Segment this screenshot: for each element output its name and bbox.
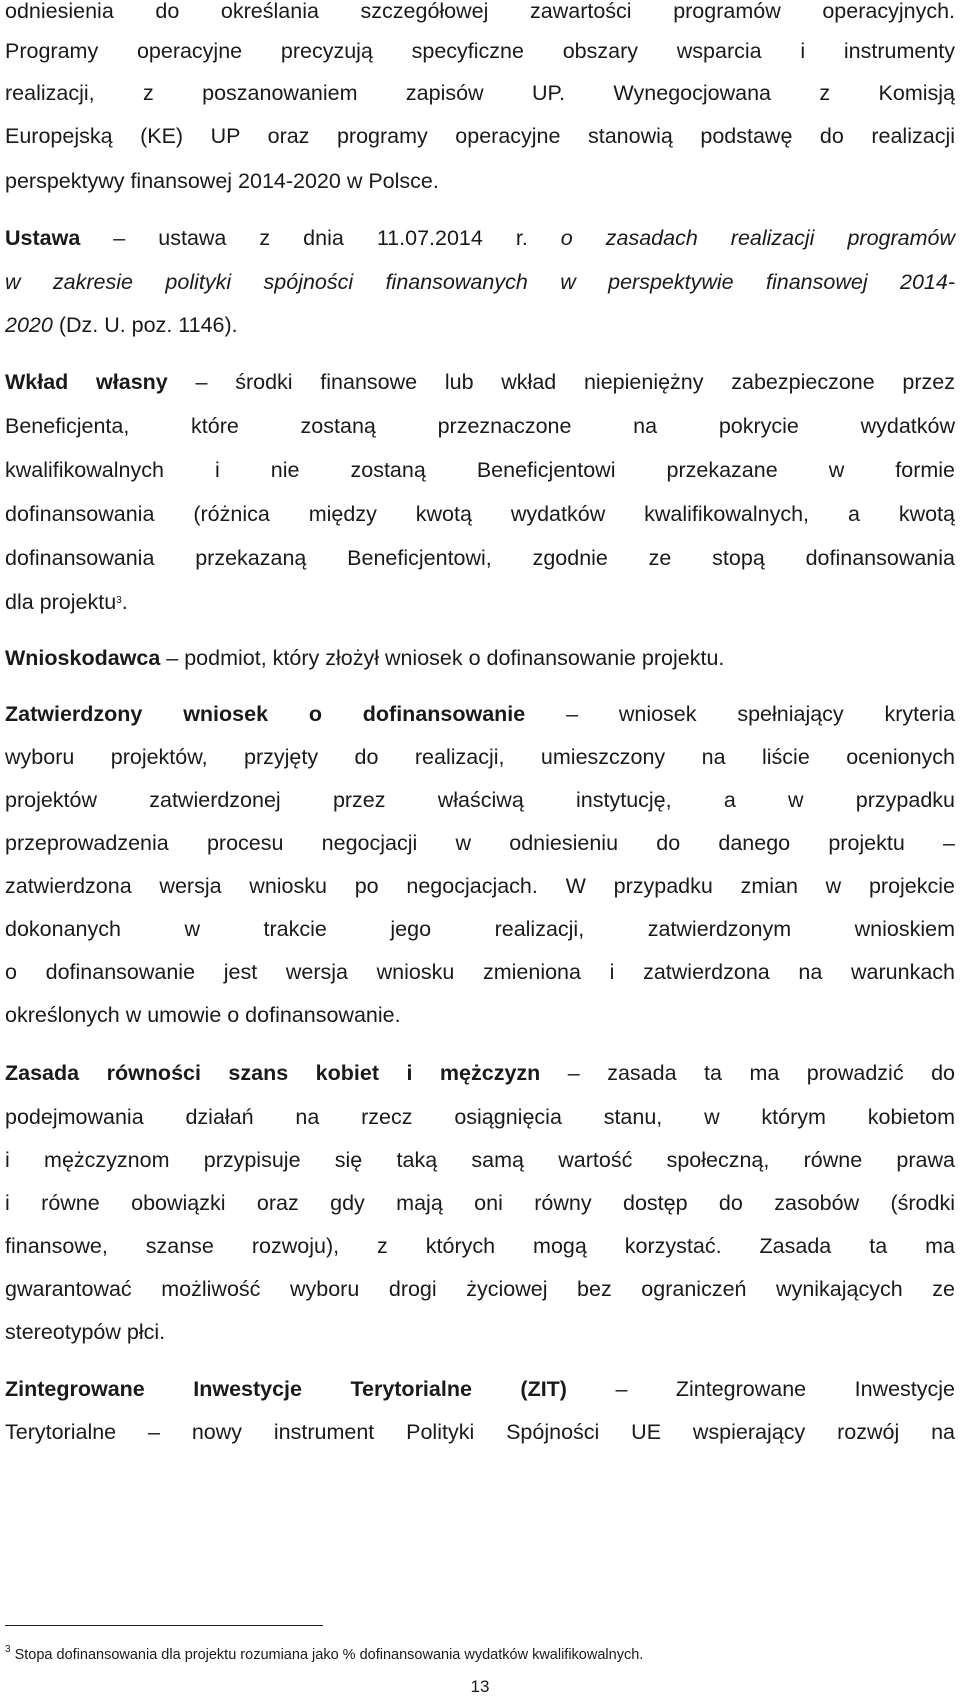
footnote-text: Stopa dofinansowania dla projektu rozumiana jako % dofinansowania wydatków kwalifikowalnych. <box>10 1647 644 1663</box>
body-line <box>5 267 955 297</box>
body-line: i mężczyznom przypisuje się taką samą wartość społeczną, równe prawa <box>5 1148 955 1172</box>
body-line: kwalifikowalnych i nie zostaną Beneficjentowi przekazane w formie <box>5 458 955 482</box>
body-line <box>5 587 128 617</box>
body-line: Programy operacyjne precyzują specyficzne obszary wsparcia i instrumenty <box>5 39 955 63</box>
definition-text: – Zintegrowane Inwestycje <box>566 1377 955 1401</box>
body-line: projektów zatwierdzonej przez właściwą instytucję, a w przypadku <box>5 788 955 812</box>
term-zasada-rownosci-szans: Zasada równości szans kobiet i mężczyzn <box>5 1061 541 1085</box>
definition-text: dla projektu <box>5 590 117 614</box>
act-title: w zakresie polityki spójności finansowanych w perspektywie finansowej 2014- <box>5 270 955 294</box>
body-line: perspektywy finansowej 2014-2020 w Polsce. <box>5 169 439 193</box>
footnote-reference[interactable]: 3 <box>116 595 122 606</box>
footnote-separator <box>5 1625 323 1626</box>
term-zit: Zintegrowane Inwestycje Terytorialne (ZIT) <box>5 1377 567 1401</box>
term-zatwierdzony-wniosek: Zatwierdzony wniosek o dofinansowanie <box>5 702 526 726</box>
definition-text: . <box>121 590 128 614</box>
body-line: podejmowania działań na rzecz osiągnięcia stanu, w którym kobietom <box>5 1105 955 1129</box>
definition-text: – zasada ta ma prowadzić do <box>540 1061 955 1085</box>
page-number: 13 <box>470 1677 490 1696</box>
footnote-number: 3 <box>5 1644 11 1655</box>
definition-wklad-wlasny <box>5 367 955 397</box>
definition-zatwierdzony-wniosek <box>5 699 955 729</box>
definition-ustawa <box>5 223 955 253</box>
body-line: dofinansowania (różnica między kwotą wydatków kwalifikowalnych, a kwotą <box>5 502 955 526</box>
definition-text: – środki finansowe lub wkład niepieniężny zabezpieczone przez <box>167 370 955 394</box>
body-line <box>5 310 238 340</box>
definition-text: (Dz. U. poz. 1146). <box>52 313 238 337</box>
body-line: gwarantować możliwość wyboru drogi życiowej bez ograniczeń wynikających ze <box>5 1277 955 1301</box>
body-line: zatwierdzona wersja wniosku po negocjacjach. W przypadku zmian w projekcie <box>5 874 955 898</box>
term-wklad-wlasny: Wkład własny <box>5 370 168 394</box>
act-title: 2020 <box>5 313 53 337</box>
term-ustawa: Ustawa <box>5 226 81 250</box>
body-line: finansowe, szanse rozwoju), z których mogą korzystać. Zasada ta ma <box>5 1234 955 1258</box>
body-line: realizacji, z poszanowaniem zapisów UP. Wynegocjowana z Komisją <box>5 81 955 105</box>
body-line: dokonanych w trakcie jego realizacji, zatwierdzonym wnioskiem <box>5 917 955 941</box>
term-wnioskodawca: Wnioskodawca <box>5 646 161 670</box>
body-line: stereotypów płci. <box>5 1320 166 1344</box>
definition-zit <box>5 1374 955 1404</box>
body-line: przeprowadzenia procesu negocjacji w odniesieniu do danego projektu – <box>5 831 955 855</box>
body-line: wyboru projektów, przyjęty do realizacji, umieszczony na liście ocenionych <box>5 745 955 769</box>
body-line: dofinansowania przekazaną Beneficjentowi, zgodnie ze stopą dofinansowania <box>5 546 955 570</box>
body-line: Europejską (KE) UP oraz programy operacyjne stanowią podstawę do realizacji <box>5 124 955 148</box>
act-title: o zasadach realizacji programów <box>560 226 955 250</box>
definition-text: – ustawa z dnia 11.07.2014 r. <box>80 226 561 250</box>
body-line: i równe obowiązki oraz gdy mają oni równy dostęp do zasobów (środki <box>5 1191 955 1215</box>
body-line: odniesienia do określania szczegółowej zawartości programów operacyjnych. <box>5 0 955 23</box>
body-line: określonych w umowie o dofinansowanie. <box>5 1003 401 1027</box>
definition-text: – podmiot, który złożył wniosek o dofinansowanie projektu. <box>160 646 725 670</box>
definition-text: – wniosek spełniający kryteria <box>525 702 955 726</box>
definition-zasada-rownosci-szans <box>5 1058 955 1088</box>
body-line: Beneficjenta, które zostaną przeznaczone na pokrycie wydatków <box>5 414 955 438</box>
body-line: Terytorialne – nowy instrument Polityki Spójności UE wspierający rozwój na <box>5 1420 955 1444</box>
footnote <box>5 1645 643 1665</box>
body-line: o dofinansowanie jest wersja wniosku zmieniona i zatwierdzona na warunkach <box>5 960 955 984</box>
definition-wnioskodawca <box>5 643 724 673</box>
